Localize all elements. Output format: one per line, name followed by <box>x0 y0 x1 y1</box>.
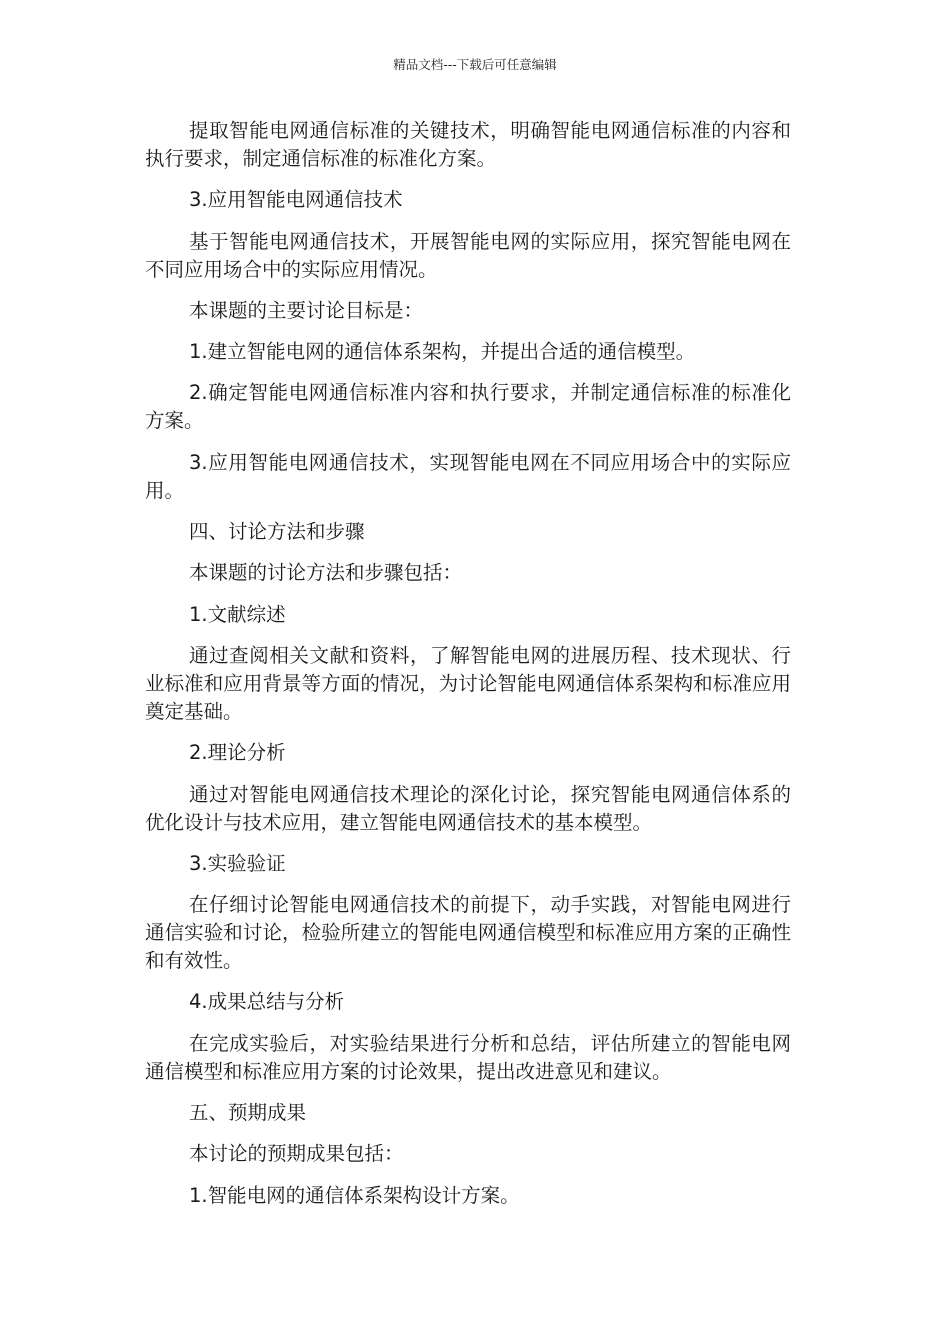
page-header: 精品文档---下载后可任意编辑 <box>393 57 557 72</box>
section-subheading: 1.文献综述 <box>189 602 286 626</box>
paragraph: 基于智能电网通信技术，开展智能电网的实际应用，探究智能电网在不同应用场合中的实际应用情况。 <box>145 229 791 281</box>
paragraph: 本讨论的预期成果包括： <box>189 1142 404 1166</box>
list-item: 2.确定智能电网通信标准内容和执行要求，并制定通信标准的标准化方案。 <box>145 381 791 433</box>
paragraph: 在仔细讨论智能电网通信技术的前提下，动手实践，对智能电网进行通信实验和讨论，检验所建立的智能电网通信模型和标准应用方案的正确性和有效性。 <box>145 893 791 973</box>
section-heading: 四、讨论方法和步骤 <box>189 520 365 544</box>
list-item: 1.建立智能电网的通信体系架构，并提出合适的通信模型。 <box>189 340 696 364</box>
section-subheading: 2.理论分析 <box>189 741 286 765</box>
paragraph: 通过查阅相关文献和资料，了解智能电网的进展历程、技术现状、行业标准和应用背景等方面的情况，为讨论智能电网通信体系架构和标准应用奠定基础。 <box>145 643 791 723</box>
list-item: 1.智能电网的通信体系架构设计方案。 <box>189 1183 520 1207</box>
section-subheading: 3.应用智能电网通信技术 <box>189 188 403 212</box>
paragraph: 提取智能电网通信标准的关键技术，明确智能电网通信标准的内容和执行要求，制定通信标准的标准化方案。 <box>145 119 791 170</box>
section-heading: 五、预期成果 <box>189 1101 307 1125</box>
document-body <box>145 117 791 1223</box>
paragraph: 通过对智能电网通信技术理论的深化讨论，探究智能电网通信体系的优化设计与技术应用，建立智能电网通信技术的基本模型。 <box>145 782 791 834</box>
paragraph: 在完成实验后，对实验结果进行分析和总结，评估所建立的智能电网通信模型和标准应用方案的讨论效果，提出改进意见和建议。 <box>145 1031 791 1083</box>
section-subheading: 3.实验验证 <box>189 851 286 875</box>
section-subheading: 4.成果总结与分析 <box>189 990 345 1014</box>
list-item: 3.应用智能电网通信技术，实现智能电网在不同应用场合中的实际应用。 <box>145 450 791 502</box>
paragraph: 本课题的主要讨论目标是： <box>189 298 424 322</box>
paragraph: 本课题的讨论方法和步骤包括： <box>189 561 463 585</box>
